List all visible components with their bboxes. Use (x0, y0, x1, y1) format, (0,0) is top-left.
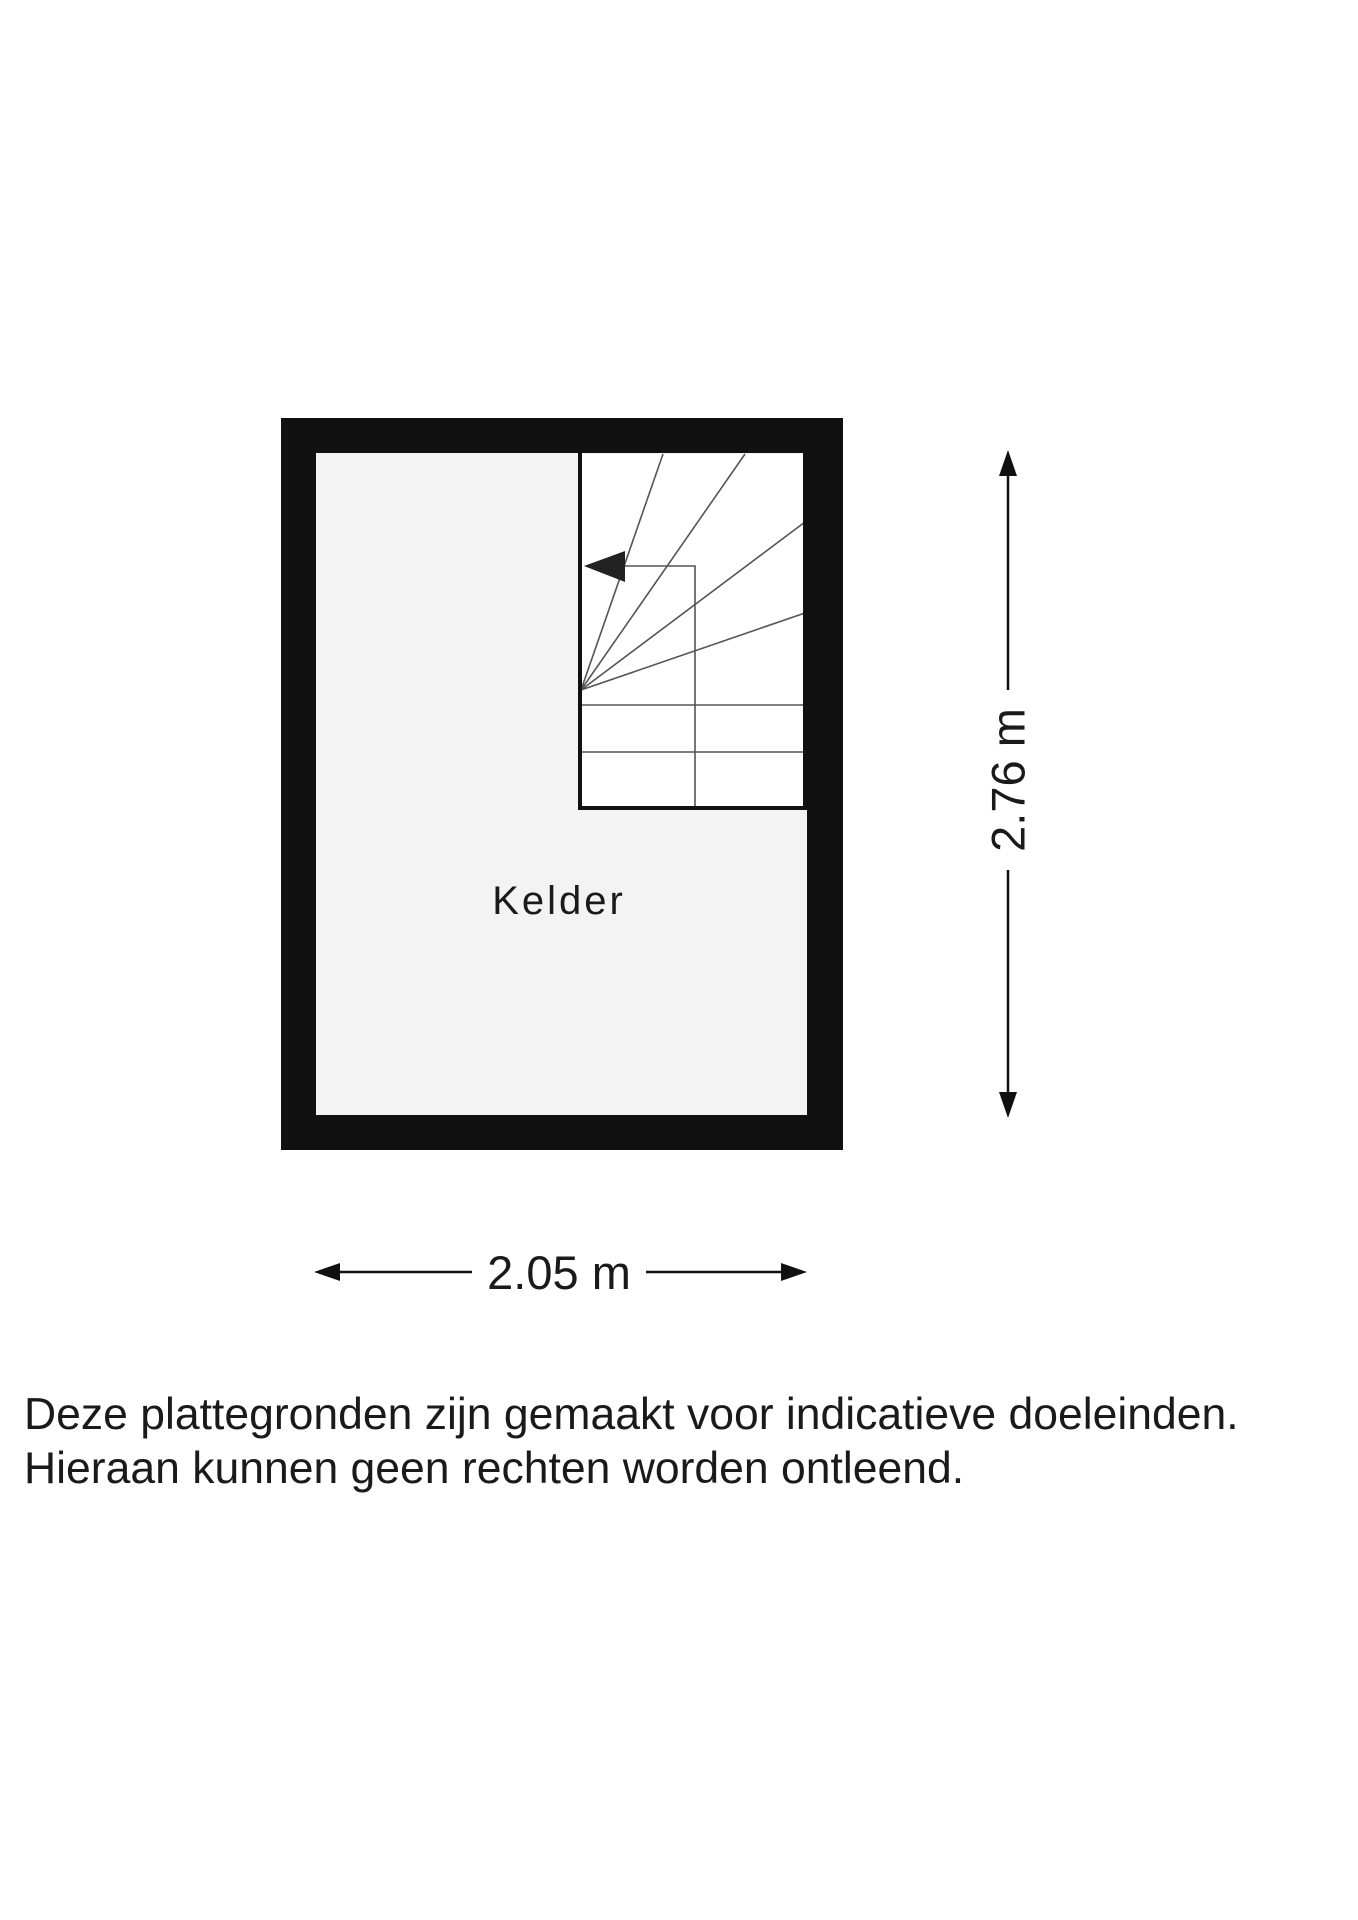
arrow-right-icon (781, 1263, 807, 1281)
width-dimension (314, 1246, 807, 1299)
arrow-up-icon (999, 450, 1017, 476)
disclaimer-line-1: Deze plattegronden zijn gemaakt voor indicatieve doeleinden. (24, 1390, 1239, 1439)
arrow-left-icon (314, 1263, 340, 1281)
disclaimer-line-2: Hieraan kunnen geen rechten worden ontleend. (24, 1444, 965, 1493)
staircase (578, 453, 807, 809)
arrow-down-icon (999, 1092, 1017, 1118)
disclaimer-text (24, 1388, 1354, 1496)
width-dimension-label: 2.05 m (487, 1246, 631, 1299)
room-label-kelder: Kelder (492, 879, 626, 923)
height-dimension (982, 450, 1035, 1118)
staircase-well (580, 454, 805, 808)
height-dimension-label: 2.76 m (981, 708, 1035, 852)
